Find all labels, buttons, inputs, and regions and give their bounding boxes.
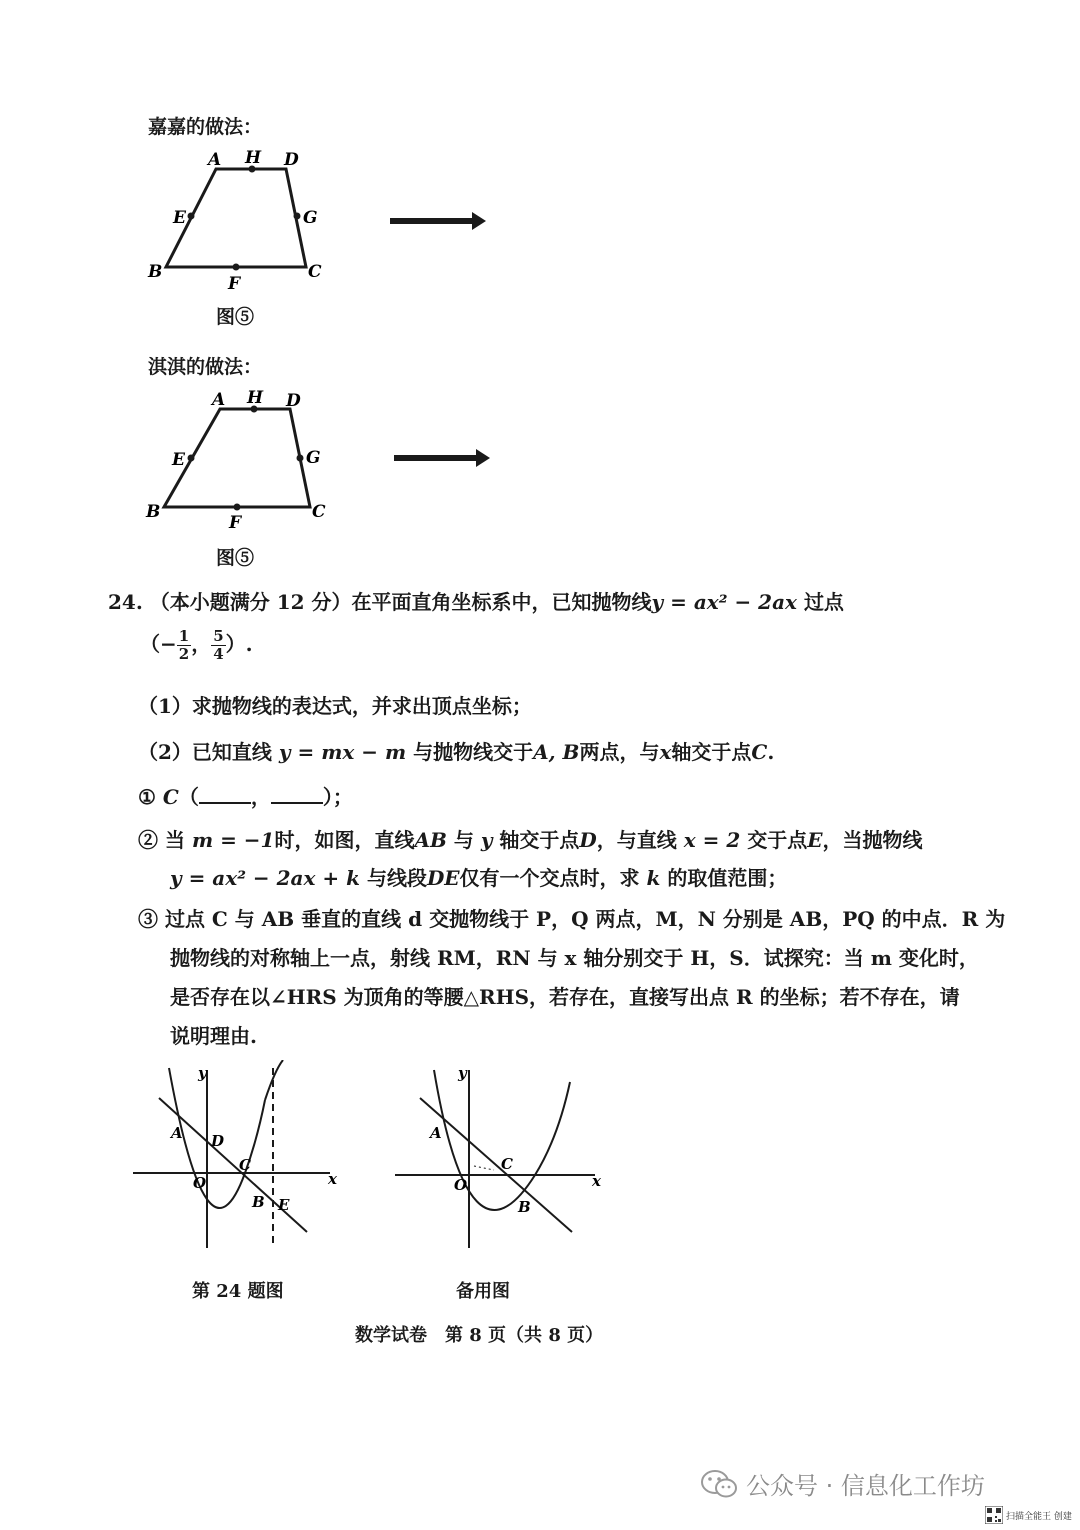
- part2-points-ab: A, B: [533, 740, 580, 764]
- sub2-x-equals-2: x = 2: [683, 828, 741, 852]
- page-info: 数学试卷 第 8 页（共 8 页）: [355, 1325, 604, 1346]
- wechat-watermark: [700, 1466, 985, 1501]
- fraction-one-half: [177, 628, 191, 663]
- point-G: [297, 455, 304, 462]
- trapezoid-figure-qiqi: [140, 385, 350, 535]
- label-B: B: [252, 1193, 265, 1211]
- scanner-stamp: [985, 1506, 1072, 1524]
- trapezoid-outline: [164, 409, 310, 507]
- frac-num: 5: [213, 627, 224, 645]
- blank-y-coordinate[interactable]: [271, 784, 323, 804]
- frac-den: 4: [213, 645, 224, 663]
- jiajia-method-label: 嘉嘉的做法：: [148, 116, 263, 138]
- figure5-caption-2: 图⑤: [216, 547, 255, 569]
- q24-backup-graph: [390, 1060, 610, 1255]
- y-axis-label: y: [198, 1064, 207, 1082]
- label-H: H: [245, 148, 262, 168]
- q24-sub3-line2: 抛物线的对称轴上一点，射线 RM，RN 与 x 轴分别交于 H，S．试探究：当 m 变化时，: [170, 946, 979, 970]
- fraction-five-quarters: [211, 628, 225, 663]
- label-D: D: [211, 1132, 225, 1150]
- q24-part2: [138, 736, 774, 765]
- sub1-sep: ，: [250, 785, 271, 809]
- label-B: B: [146, 502, 161, 522]
- point-open: （−: [140, 632, 177, 656]
- sub2-text-d: 轴交于点: [499, 828, 580, 852]
- q24-intro: （本小题满分 12 分）在平面直角坐标系中，已知抛物线: [149, 590, 652, 614]
- main-graph-caption: 第 24 题图: [192, 1281, 284, 1302]
- label-A: A: [171, 1124, 183, 1142]
- watermark-text: 公众号 · 信息化工作坊: [746, 1472, 985, 1500]
- q24-intro-line: [108, 586, 844, 615]
- q24-sub2-line1: [138, 824, 922, 853]
- sub2-line2-text-c: 的取值范围；: [667, 866, 788, 890]
- label-C: C: [239, 1156, 251, 1174]
- point-G: [294, 213, 301, 220]
- point-sep: ，: [191, 632, 212, 656]
- q24-parabola-formula: y = ax² − 2ax: [651, 590, 797, 614]
- backup-graph-caption: 备用图: [456, 1281, 510, 1302]
- part2-text-b: 与抛物线交于: [413, 740, 534, 764]
- trapezoid-outline: [166, 169, 306, 267]
- q24-sub1: [138, 781, 353, 810]
- qr-code-icon: [985, 1506, 1003, 1524]
- q24-number: 24.: [108, 590, 143, 614]
- label-E: E: [278, 1196, 290, 1214]
- x-axis-label: x: [328, 1170, 337, 1188]
- part2-line-formula: y = mx − m: [278, 740, 407, 764]
- sub2-k: k: [646, 866, 661, 890]
- label-B: B: [518, 1198, 531, 1216]
- dotted-segment: [474, 1166, 494, 1170]
- label-O: O: [454, 1176, 468, 1194]
- q24-point-coordinates: [140, 628, 253, 663]
- sub1-close: ）；: [322, 785, 353, 809]
- sub2-ab: AB: [414, 828, 447, 852]
- sub2-text-a: ② 当: [138, 828, 185, 852]
- label-A: A: [430, 1124, 442, 1142]
- qiqi-method-label: 淇淇的做法：: [148, 356, 263, 378]
- trapezoid-figure-jiajia: [140, 145, 350, 295]
- sub1-mark: ①: [138, 785, 156, 809]
- x-axis-label: x: [592, 1172, 601, 1190]
- sub2-point-e: E: [807, 828, 823, 852]
- label-O: O: [193, 1174, 207, 1192]
- sub2-line2-text-b: 仅有一个交点时，求: [459, 866, 640, 890]
- arrow-icon-qiqi: [392, 447, 494, 469]
- part2-text-e: .: [767, 740, 775, 764]
- sub2-text-c: 与: [453, 828, 474, 852]
- part2-text-a: （2）已知直线: [138, 740, 272, 764]
- label-B: B: [148, 262, 163, 282]
- sub2-text-g: ，当抛物线: [822, 828, 923, 852]
- q24-sub3-line3: 是否存在以∠HRS 为顶角的等腰△RHS，若存在，直接写出点 R 的坐标；若不存在，请: [170, 985, 960, 1009]
- wechat-icon: [700, 1468, 740, 1500]
- sub2-m-value: m = −1: [191, 828, 275, 852]
- sub2-segment-de: DE: [426, 866, 460, 890]
- part2-point-c: C: [751, 740, 768, 764]
- label-F: F: [229, 513, 242, 533]
- figure5-caption-1: 图⑤: [216, 306, 255, 328]
- point-F: [234, 504, 241, 511]
- scanner-text: 扫描全能王 创建: [1006, 1511, 1072, 1522]
- sub2-text-e: ，与直线: [596, 828, 677, 852]
- sub2-y: y: [480, 828, 493, 852]
- point-E: [188, 455, 195, 462]
- label-E: E: [172, 450, 185, 470]
- q24-sub3-line4: 说明理由.: [170, 1024, 257, 1048]
- arrow-icon-jiajia: [388, 210, 490, 232]
- label-A: A: [208, 150, 222, 170]
- sub1-point-c: C: [162, 785, 179, 809]
- label-C: C: [312, 502, 326, 522]
- label-C: C: [501, 1155, 513, 1173]
- sub2-text-f: 交于点: [747, 828, 808, 852]
- sub2-point-d: D: [579, 828, 597, 852]
- part2-text-d: 轴交于点: [671, 740, 752, 764]
- q24-sub3-line1: ③ 过点 C 与 AB 垂直的直线 d 交抛物线于 P，Q 两点，M，N 分别是 AB，PQ 的中点．R 为: [138, 907, 1006, 931]
- label-D: D: [286, 391, 301, 411]
- part2-text-c: 两点，与: [579, 740, 660, 764]
- point-E: [188, 213, 195, 220]
- q24-sub2-line2: [170, 862, 787, 891]
- sub2-line2-text-a: 与线段: [366, 866, 427, 890]
- frac-den: 2: [178, 645, 190, 663]
- label-C: C: [308, 262, 322, 282]
- label-F: F: [228, 274, 241, 294]
- point-close: ）.: [225, 632, 253, 656]
- q24-part1: （1）求抛物线的表达式，并求出顶点坐标；: [138, 694, 532, 718]
- label-A: A: [212, 390, 226, 410]
- label-D: D: [284, 150, 299, 170]
- label-G: G: [303, 208, 318, 228]
- part2-x: x: [659, 740, 672, 764]
- sub2-shifted-formula: y = ax² − 2ax + k: [170, 866, 360, 890]
- sub2-text-b: 时，如图，直线: [274, 828, 415, 852]
- q24-main-graph: [125, 1060, 355, 1255]
- line-ab: [420, 1098, 572, 1232]
- label-E: E: [173, 208, 186, 228]
- q24-intro-end: 过点: [803, 590, 844, 614]
- label-G: G: [306, 448, 321, 468]
- y-axis-label: y: [458, 1064, 467, 1082]
- label-H: H: [247, 388, 264, 408]
- point-F: [233, 264, 240, 271]
- frac-num: 1: [178, 627, 190, 645]
- blank-x-coordinate[interactable]: [199, 784, 251, 804]
- sub1-open: （: [178, 785, 199, 809]
